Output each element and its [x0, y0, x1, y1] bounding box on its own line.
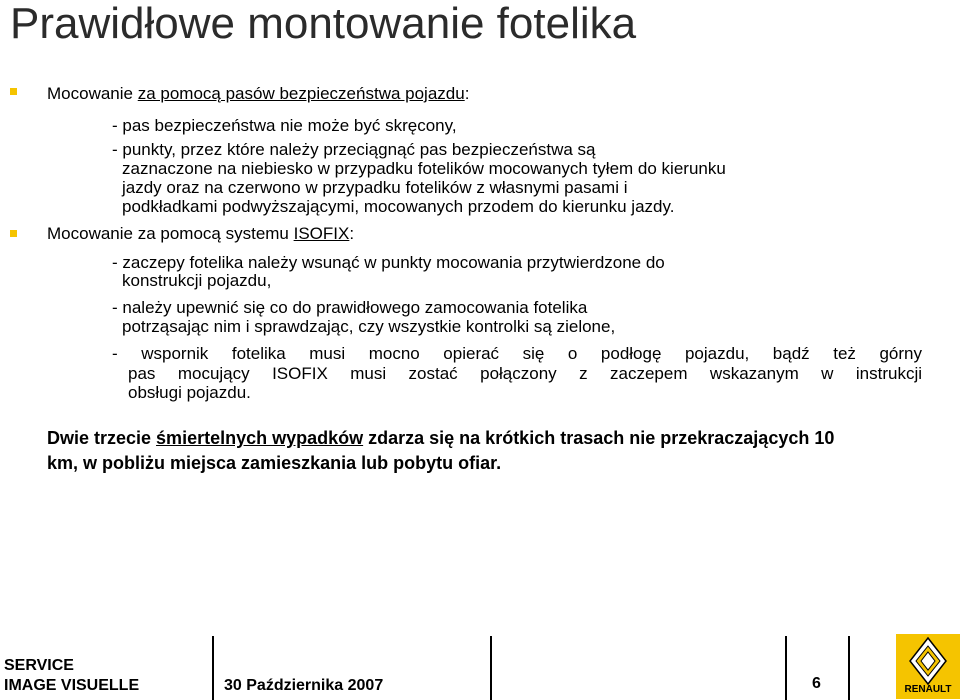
bullet-heading-prefix: Mocowanie za pomocą systemu [47, 224, 294, 243]
isofix-link[interactable]: ISOFIX [293, 224, 350, 243]
renault-diamond-icon [896, 634, 960, 686]
page-number: 6 [812, 675, 821, 692]
bullet-heading-suffix: : [464, 84, 470, 103]
list-item-continuation: konstrukcji pojazdu, [122, 271, 272, 290]
summary-line-1 [47, 426, 834, 451]
list-item-continuation: podkładkami podwyższającymi, mocowanych przodem do kierunku jazdy. [122, 197, 675, 216]
summary-line-2: km, w pobliżu miejsca zamieszkania lub pobytu ofiar. [47, 453, 502, 473]
footer-divider [785, 636, 787, 700]
footer-divider [490, 636, 492, 700]
summary-underlined: śmiertelnych wypadków [156, 428, 364, 448]
bullet-heading [47, 84, 469, 104]
list-item: - punkty, przez które należy przeciągnąć pas bezpieczeństwa są [112, 140, 596, 159]
seatbelt-link[interactable]: za pomocą pasów bezpieczeństwa pojazdu [137, 84, 465, 103]
bullet-marker [10, 230, 17, 237]
footer-service: SERVICE [4, 657, 74, 674]
list-item: - pas bezpieczeństwa nie może być skręcony, [112, 116, 457, 135]
footer-divider [848, 636, 850, 700]
footer-date: 30 Października 2007 [224, 677, 384, 694]
list-item-continuation: pas mocujący ISOFIX musi zostać połączony z zaczepem wskazanym w instrukcji [128, 364, 922, 383]
list-item: - zaczepy fotelika należy wsunąć w punkty mocowania przytwierdzone do [112, 253, 665, 272]
renault-logo [896, 634, 960, 699]
list-item: - wspornik fotelika musi mocno opierać się o podłogę pojazdu, bądź też górny [112, 344, 922, 363]
list-item-continuation: obsługi pojazdu. [128, 383, 251, 402]
list-item-continuation: jazdy oraz na czerwono w przypadku fotelików z własnymi pasami i [122, 178, 628, 197]
list-item-continuation: zaznaczone na niebiesko w przypadku fotelików mocowanych tyłem do kierunku [122, 159, 726, 178]
page-title: Prawidłowe montowanie fotelika [10, 0, 637, 48]
bullet-heading-suffix: : [349, 224, 355, 243]
footer-image-visuelle: IMAGE VISUELLE [4, 677, 140, 694]
bullet-heading-prefix: Mocowanie [47, 84, 138, 103]
bullet-heading [47, 224, 354, 244]
logo-label: RENAULT [904, 684, 952, 695]
list-item-continuation: potrząsając nim i sprawdzając, czy wszystkie kontrolki są zielone, [122, 317, 616, 336]
summary-after: zdarza się na krótkich trasach nie przekraczających 10 [363, 428, 835, 448]
footer-divider [212, 636, 214, 700]
list-item: - należy upewnić się co do prawidłowego zamocowania fotelika [112, 298, 588, 317]
bullet-marker [10, 88, 17, 95]
summary-before: Dwie trzecie [47, 428, 157, 448]
